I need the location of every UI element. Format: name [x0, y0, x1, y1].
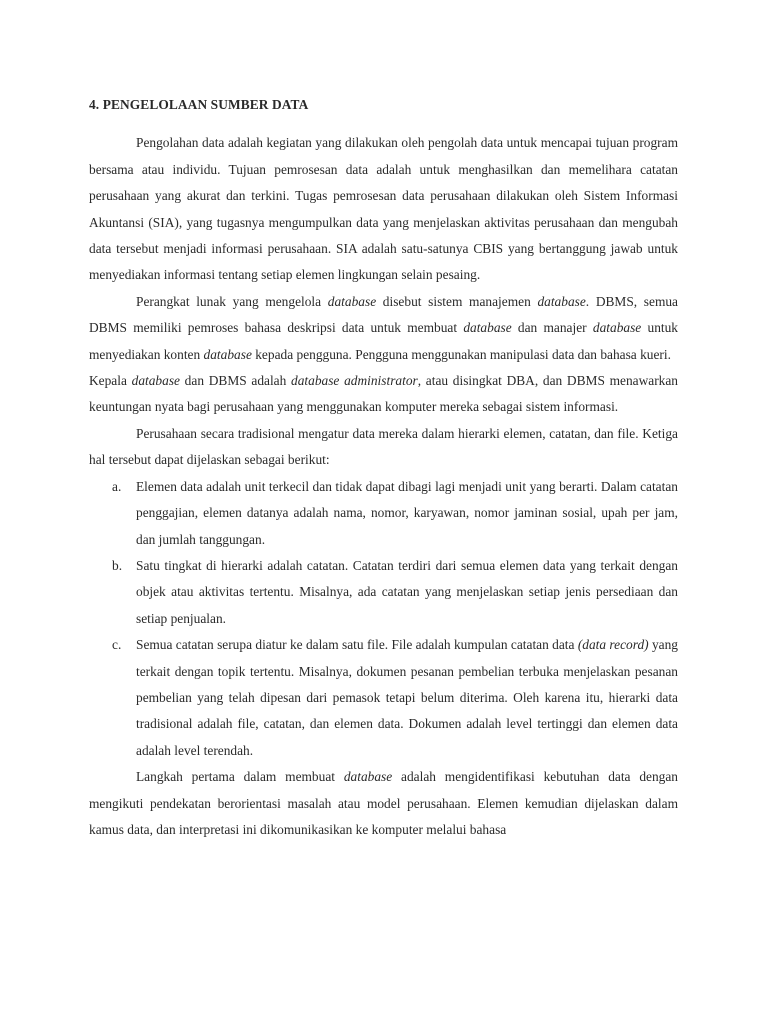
paragraph-first-step: [89, 764, 678, 843]
paragraph-hierarchy-intro: Perusahaan secara tradisional mengatur data mereka dalam hierarki elemen, catatan, dan file. Ketiga hal tersebut dapat dijelaskan sebagai berikut:: [89, 425, 678, 468]
list-item-text: Elemen data adalah unit terkecil dan tidak dapat dibagi lagi menjadi unit yang berarti. Dalam catatan penggajian, elemen datanya adalah nama, nomor, karyawan, nomor jaminan sosial, upah per jam, dan jumlah tanggungan.: [136, 478, 678, 547]
section-heading: 4. PENGELOLAAN SUMBER DATA: [89, 97, 309, 112]
text-span: Perangkat lunak yang mengelola: [136, 293, 328, 309]
italic-term: database: [131, 373, 180, 389]
text-span: Langkah pertama dalam membuat: [136, 769, 344, 785]
text-span: Semua catatan serupa diatur ke dalam satu file. File adalah kumpulan catatan data: [136, 637, 578, 653]
document-page: [89, 84, 678, 843]
list-marker: a.: [112, 478, 122, 494]
italic-term: database: [592, 320, 642, 336]
paragraph-dba: [89, 368, 678, 421]
text-span: . DBMS, semua DBMS memiliki pemroses bahasa deskripsi data untuk membuat: [89, 293, 678, 336]
text-span: Kepala: [89, 373, 132, 389]
italic-term: database administrator: [291, 373, 418, 389]
list-marker: b.: [112, 557, 123, 573]
italic-term: database: [537, 293, 586, 309]
text-span: untuk menyediakan konten: [89, 320, 679, 362]
text-span: adalah mengidentifikasi kebutuhan data dengan mengikuti pendekatan berorientasi masalah atau model perusahaan. Elemen kemudian dijelaskan dalam kamus data, dan interpretasi ini dikomunikasikan ke komputer melalui bahasa: [89, 769, 678, 837]
italic-term: database: [463, 320, 512, 336]
italic-term: database: [203, 346, 252, 362]
text-span: disebut sistem manajemen: [376, 293, 538, 309]
list-item: [89, 553, 678, 632]
text-span: dan DBMS adalah: [179, 373, 292, 389]
italic-term: (data record): [577, 637, 649, 653]
italic-term: database: [327, 293, 377, 309]
list-item: [89, 632, 678, 764]
text-span: yang terkait dengan topik tertentu. Misalnya, dokumen pesanan pembelian terbuka menjelaskan pesanan pembelian yang telah dipesan dari pemasok tetapi belum diterima. Oleh karena itu, hierarki data tradisional adalah file, catatan, dan elemen data. Dokumen adalah level tertinggi dan elemen data adalah level terendah.: [136, 637, 678, 758]
hierarchy-list: [89, 474, 678, 764]
text-span: , atau disingkat DBA, dan DBMS menawarkan keuntungan nyata bagi perusahaan yang menggunakan komputer mereka sebagai sistem informasi.: [89, 373, 678, 415]
paragraph-dbms: [89, 289, 678, 368]
list-item-text: Satu tingkat di hierarki adalah catatan. Catatan terdiri dari semua elemen data yang terkait dengan objek atau aktivitas tertentu. Misalnya, ada catatan yang menjelaskan setiap jenis persediaan dan setiap penjualan.: [136, 557, 678, 626]
text-span: dan manajer: [511, 320, 593, 336]
text-span: kepada pengguna. Pengguna menggunakan manipulasi data dan bahasa kueri.: [251, 346, 671, 362]
list-marker: c.: [112, 637, 122, 653]
paragraph-data-processing: Pengolahan data adalah kegiatan yang dilakukan oleh pengolah data untuk mencapai tujuan program bersama atau individu. Tujuan pemrosesan data adalah untuk menghasilkan dan memelihara catatan perusahaan yang akurat dan terkini. Tugas pemrosesan data perusahaan dilakukan oleh Sistem Informasi Akuntansi (SIA), yang tugasnya mengumpulkan data yang menjelaskan aktivitas perusahaan dan mengubah data tersebut menjadi informasi perusahaan. SIA adalah satu-satunya CBIS yang bertanggung jawab untuk menyediakan informasi tentang setiap elemen lingkungan selain pesaing.: [89, 135, 678, 283]
italic-term: database: [343, 769, 393, 785]
list-item: [89, 474, 678, 553]
